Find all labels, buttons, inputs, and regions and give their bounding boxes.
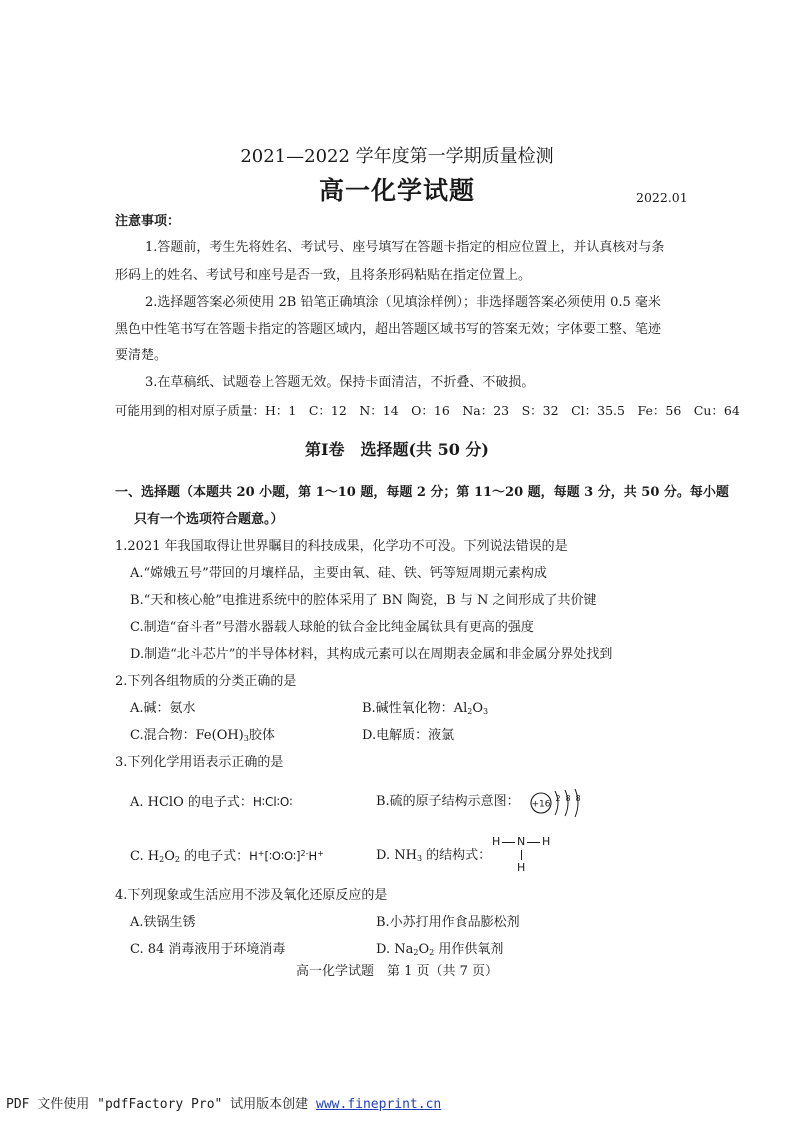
fineprint-link[interactable]: www.fineprint.cn xyxy=(316,1097,442,1112)
q1-option-c: C.制造“奋斗者”号潜水器载人球舱的钛合金比纯金属钛具有更高的强度 xyxy=(130,620,534,635)
q3-option-a-label: A. HClO 的电子式： xyxy=(130,795,253,810)
section-instructions-line-2: 只有一个选项符合题意。） xyxy=(134,512,284,527)
page-footer: 高一化学试题 第 1 页（共 7 页） xyxy=(295,964,499,979)
exam-date: 2022.01 xyxy=(636,190,688,205)
nh3-bond-left xyxy=(502,842,515,843)
q3-option-c-suffix: 的电子式： xyxy=(179,849,250,864)
nucleus-charge: +16 xyxy=(531,799,551,810)
q4-option-b: B.小苏打用作食品膨松剂 xyxy=(376,915,520,930)
formula-plus-left: + xyxy=(257,849,265,858)
q3-option-c-label: C. H xyxy=(130,849,160,864)
sulfur-atom-structure-diagram xyxy=(528,786,592,820)
q1-option-b: B.“天和核心舱”电推进系统中的腔体采用了 BN 陶瓷，B 与 N 之间形成了共价键 xyxy=(130,593,597,608)
q3-stem: 3.下列化学用语表示正确的是 xyxy=(115,755,284,770)
formula-plus-right: + xyxy=(317,849,324,858)
watermark-text: PDF 文件使用 "pdfFactory Pro" 试用版本创建 xyxy=(6,1097,317,1112)
q4-option-d-sub1: 2 xyxy=(413,948,419,957)
formula-h-left: H xyxy=(249,849,258,863)
q4-option-a: A.铁锅生锈 xyxy=(130,915,196,930)
q4-option-d xyxy=(376,942,503,958)
shell-electrons-1: 2 xyxy=(555,794,561,803)
q4-option-c: C. 84 消毒液用于环境消毒 xyxy=(130,942,286,957)
section-instructions-line-1: 一、选择题（本题共 20 小题，第 1～10 题，每题 2 分；第 11～20 题，每题 3 分，共 50 分。每小题 xyxy=(115,485,729,500)
pdffactory-watermark xyxy=(6,1097,441,1113)
q3-option-c xyxy=(130,848,324,865)
atomic-mass-line: 可能用到的相对原子质量：H：1 C：12 N：14 O：16 Na：23 S：32 Cl：35.5 Fe：56 Cu：64 xyxy=(115,403,740,418)
nh3-n: N xyxy=(517,835,526,848)
formula-charge: 2- xyxy=(300,849,309,858)
q2-stem: 2.下列各组物质的分类正确的是 xyxy=(115,674,297,689)
q3-option-c-sub1: 2 xyxy=(159,855,165,864)
q3-option-b xyxy=(376,794,520,810)
q2-option-b-sub1: 2 xyxy=(467,707,473,716)
notice-heading: 注意事项： xyxy=(115,214,181,229)
q3-option-d-label: D. NH xyxy=(376,848,417,863)
hclo-electron-formula: H∶Cl∶O∶ xyxy=(252,795,293,809)
q3-option-c-mid: O xyxy=(164,849,175,864)
q4-option-d-suffix: 用作供氧剂 xyxy=(434,942,504,957)
q2-option-b xyxy=(362,701,488,717)
q2-option-b-mid: O xyxy=(472,701,483,716)
q2-option-b-sub2: 3 xyxy=(483,707,489,716)
notice-item-1-line-1: 1.答题前，考生先将姓名、考试号、座号填写在答题卡指定的相应位置上，并认真核对与条 xyxy=(145,240,665,255)
q3-option-d xyxy=(376,848,491,864)
notice-item-3: 3.在草稿纸、试题卷上答题无效。保持卡面清洁，不折叠、不破损。 xyxy=(145,375,535,390)
q1-stem: 1.2021 年我国取得让世界瞩目的科技成果，化学功不可没。下列说法错误的是 xyxy=(115,539,568,554)
shell-electrons-2: 8 xyxy=(565,794,571,803)
exam-title: 高一化学试题 xyxy=(318,176,475,205)
q2-option-c-sub: 3 xyxy=(243,734,249,743)
section-title: 第Ⅰ卷 选择题(共 50 分) xyxy=(304,440,490,459)
q4-option-d-mid: O xyxy=(418,942,430,957)
q4-stem: 4.下列现象或生活应用不涉及氧化还原反应的是 xyxy=(115,888,388,903)
q2-option-b-text: B.碱性氧化物：Al xyxy=(362,701,468,716)
q2-option-d: D.电解质：液氯 xyxy=(362,728,455,743)
q2-option-c-suffix: 胶体 xyxy=(248,728,275,743)
nh3-bond-right xyxy=(527,842,540,843)
notice-item-2-line-3: 要清楚。 xyxy=(115,348,168,363)
notice-item-2-line-2: 黑色中性笔书写在答题卡指定的答题区域内，超出答题区域书写的答案无效；字体要工整、笔迹 xyxy=(115,322,662,337)
nh3-structural-formula xyxy=(492,835,556,875)
h2o2-electron-formula xyxy=(249,849,324,863)
q2-option-c-text: C.混合物：Fe(OH) xyxy=(130,728,244,743)
q3-option-d-suffix: 的结构式： xyxy=(422,848,492,863)
q1-option-d: D.制造“北斗芯片”的半导体材料，其构成元素可以在周期表金属和非金属分界处找到 xyxy=(130,647,613,662)
q3-option-a xyxy=(130,794,292,811)
notice-item-2-line-1: 2.选择题答案必须使用 2B 铅笔正确填涂（见填涂样例）；非选择题答案必须使用 0.5 毫米 xyxy=(145,295,661,310)
q2-option-c xyxy=(130,728,275,744)
q3-option-d-sub: 3 xyxy=(416,854,423,863)
q2-option-a: A.碱：氨水 xyxy=(130,701,196,716)
nh3-h-bottom: H xyxy=(517,861,526,874)
q1-option-a: A.“嫦娥五号”带回的月壤样品，主要由氧、硅、铁、钙等短周期元素构成 xyxy=(130,566,547,581)
q4-option-d-text: D. Na xyxy=(376,942,414,957)
nh3-h-left: H xyxy=(492,835,501,848)
notice-item-1-line-2: 形码上的姓名、考试号和座号是否一致，且将条形码粘贴在指定位置上。 xyxy=(115,268,532,283)
nh3-h-right: H xyxy=(542,835,551,848)
nh3-bond-down xyxy=(521,850,522,860)
formula-h-right: H xyxy=(308,849,318,863)
shell-electrons-3: 8 xyxy=(575,794,581,803)
formula-bracket: [∶O∶O∶] xyxy=(264,849,301,863)
q4-option-d-sub2: 2 xyxy=(429,948,435,957)
exam-year-line: 2021—2022 学年度第一学期质量检测 xyxy=(240,146,554,167)
q3-option-b-label: B.硫的原子结构示意图： xyxy=(376,794,520,809)
q3-option-c-sub2: 2 xyxy=(174,855,180,864)
